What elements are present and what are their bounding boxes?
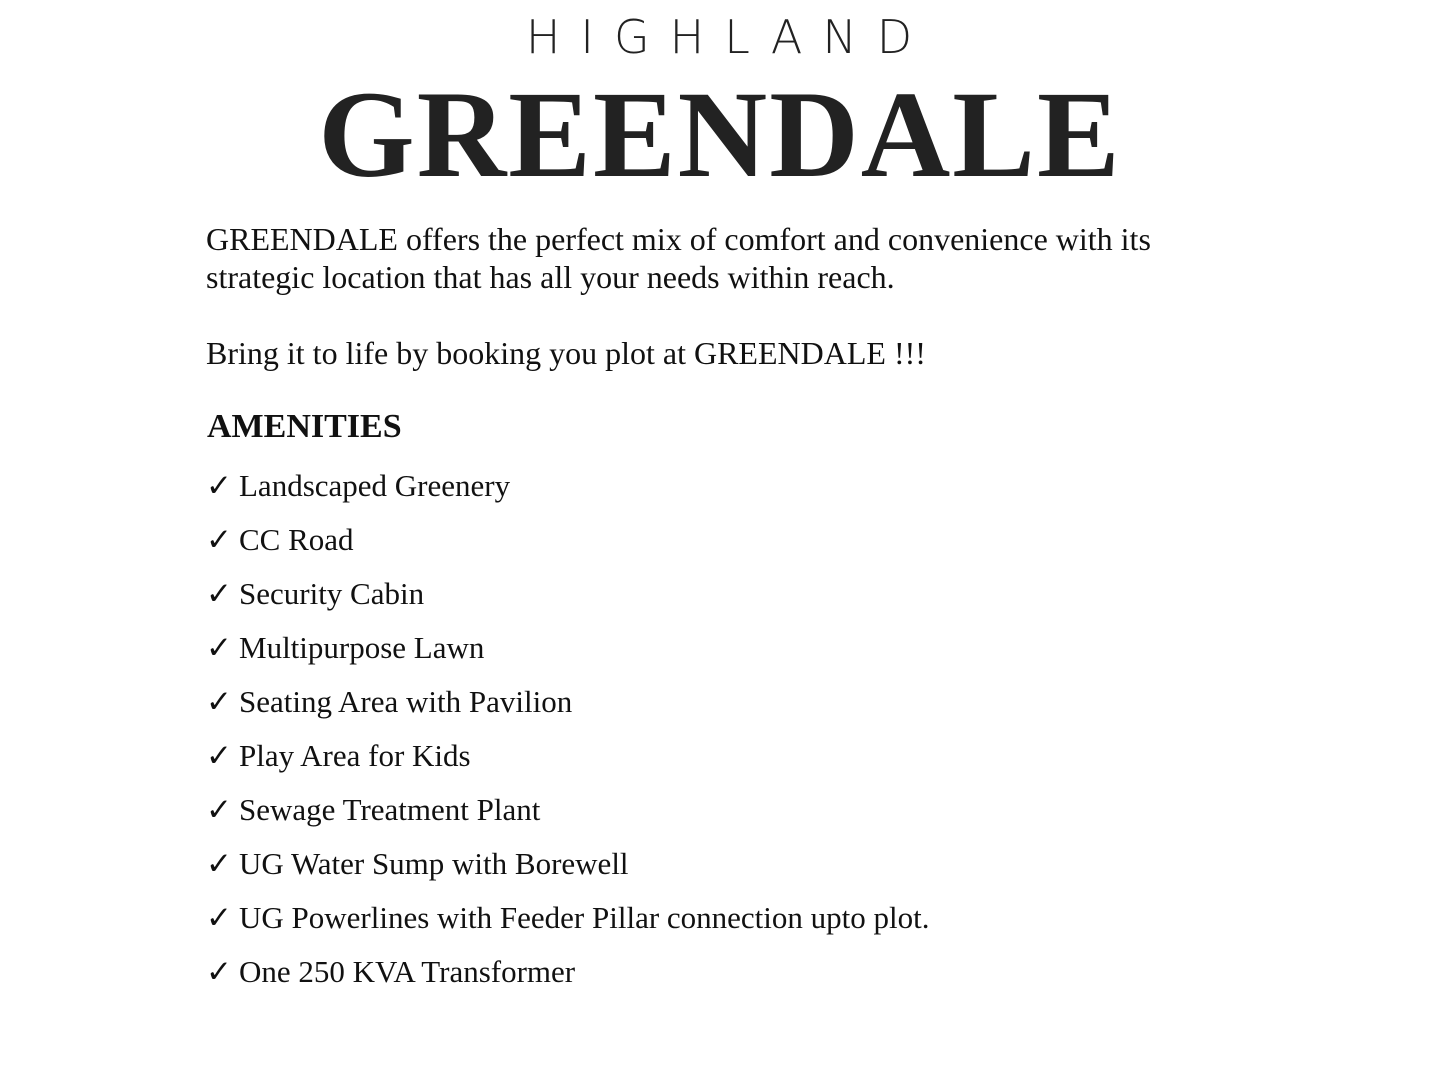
amenity-item [206, 468, 510, 504]
amenity-label: Landscaped Greenery [239, 468, 511, 503]
brand-title: GREENDALE [318, 66, 1122, 203]
amenity-label: UG Water Sump with Borewell [239, 846, 629, 881]
amenity-label: Sewage Treatment Plant [239, 792, 541, 827]
check-icon: ✓ [206, 954, 232, 989]
check-icon: ✓ [206, 522, 232, 557]
amenity-label: Multipurpose Lawn [239, 630, 485, 665]
check-icon: ✓ [206, 630, 232, 665]
brand-subtitle: HIGHLAND [525, 10, 933, 64]
amenity-item [206, 684, 572, 720]
amenity-item [206, 630, 484, 666]
amenity-label: Security Cabin [239, 576, 425, 611]
amenity-item [206, 522, 354, 558]
check-icon: ✓ [206, 468, 232, 503]
amenity-label: Play Area for Kids [239, 738, 471, 773]
check-icon: ✓ [206, 792, 232, 827]
check-icon: ✓ [206, 900, 232, 935]
intro-line-2: strategic location that has all your needs within reach. [206, 259, 895, 295]
amenity-label: One 250 KVA Transformer [239, 954, 576, 989]
amenity-item [206, 954, 575, 990]
intro-line-1: GREENDALE offers the perfect mix of comfort and convenience with its [206, 221, 1151, 257]
amenity-label: Seating Area with Pavilion [239, 684, 573, 719]
check-icon: ✓ [206, 738, 232, 773]
check-icon: ✓ [206, 684, 232, 719]
amenity-label: UG Powerlines with Feeder Pillar connection upto plot. [239, 900, 930, 935]
check-icon: ✓ [206, 576, 232, 611]
amenity-item [206, 900, 930, 936]
amenity-item [206, 738, 471, 774]
call-to-action: Bring it to life by booking you plot at GREENDALE !!! [206, 335, 926, 371]
amenities-heading: AMENITIES [207, 408, 402, 445]
amenity-item [206, 846, 629, 882]
amenity-item [206, 576, 424, 612]
amenity-item [206, 792, 540, 828]
check-icon: ✓ [206, 846, 232, 881]
amenity-label: CC Road [239, 522, 354, 557]
